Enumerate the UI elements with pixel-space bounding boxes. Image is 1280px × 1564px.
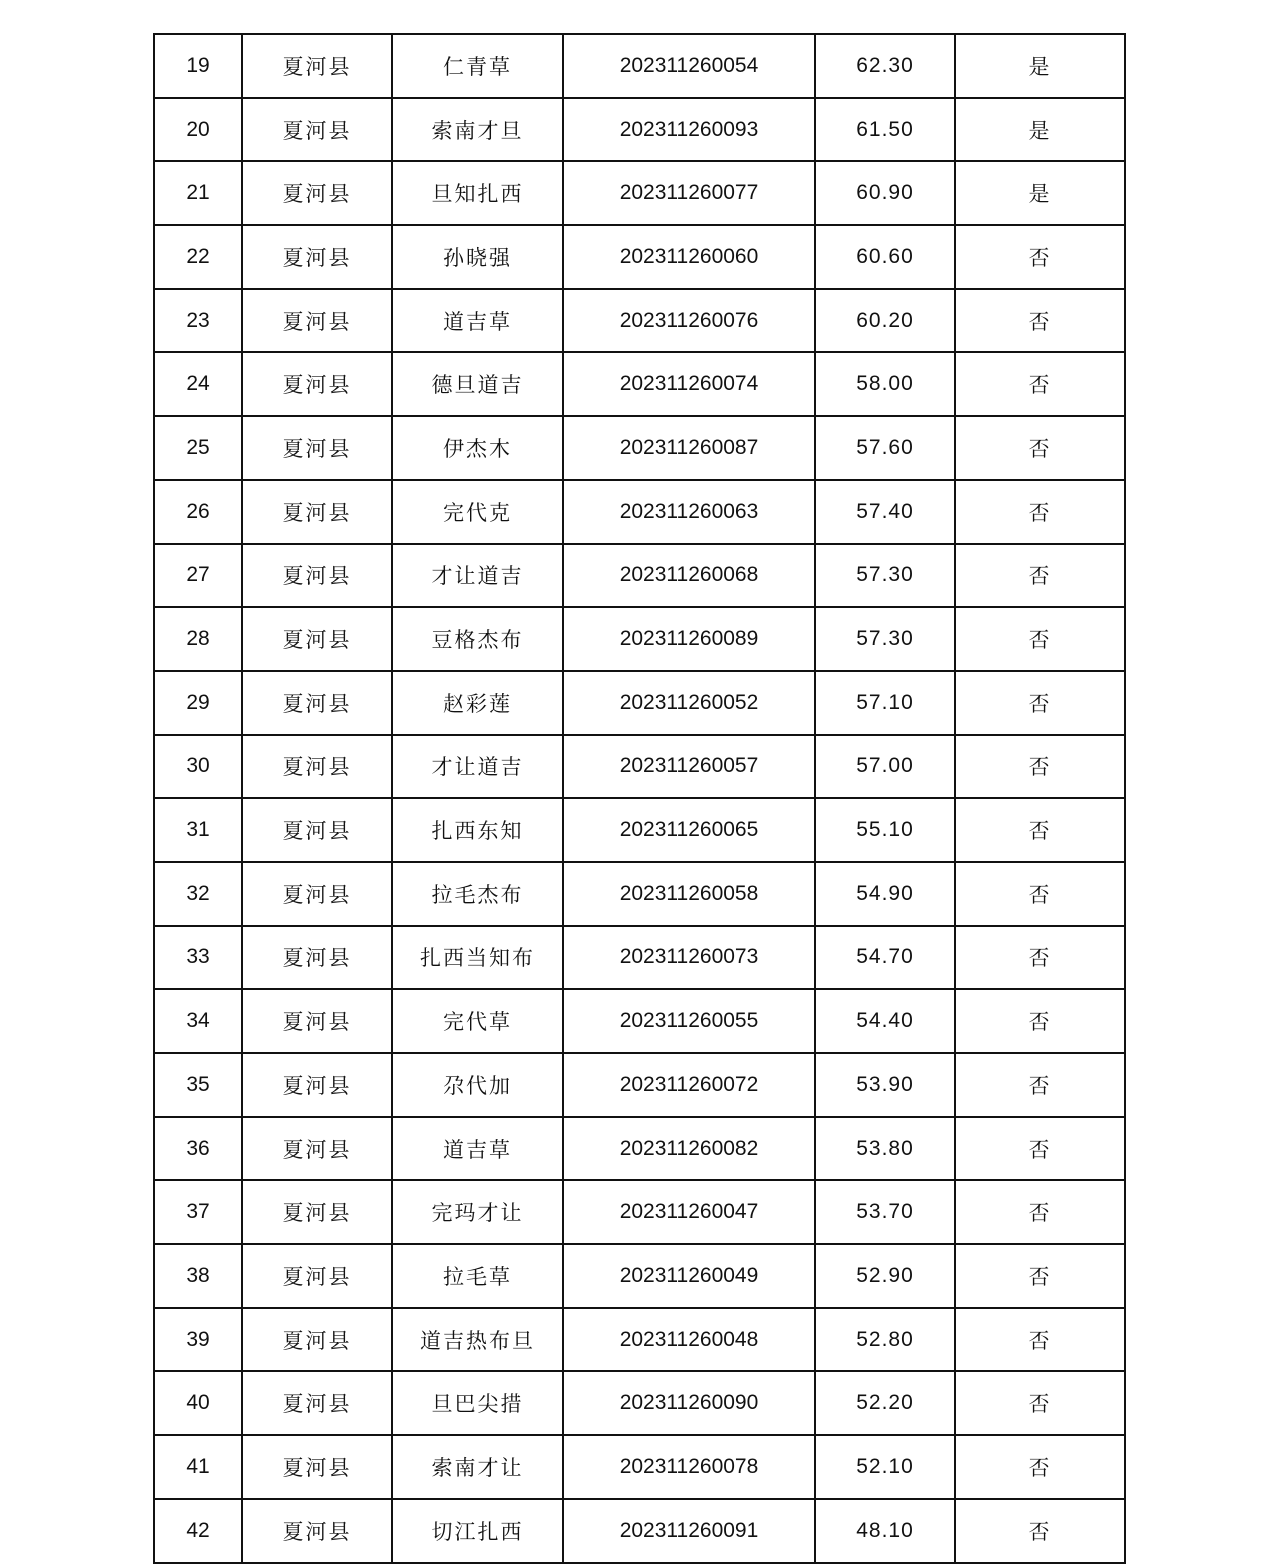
qualified-cell: 否: [955, 416, 1125, 480]
county-cell: 夏河县: [242, 862, 392, 926]
candidate-name-cell: 赵彩莲: [392, 671, 563, 735]
score-cell: 53.70: [815, 1180, 955, 1244]
candidate-name-cell: 完玛才让: [392, 1180, 563, 1244]
county-cell: 夏河县: [242, 671, 392, 735]
qualified-cell: 否: [955, 480, 1125, 544]
candidate-name-cell: 扎西东知: [392, 798, 563, 862]
table-row: [154, 289, 1125, 353]
score-cell: 61.50: [815, 98, 955, 162]
exam-number-cell: 202311260068: [563, 544, 815, 608]
exam-number-cell: 202311260049: [563, 1244, 815, 1308]
candidate-name-cell: 完代草: [392, 989, 563, 1053]
county-cell: 夏河县: [242, 989, 392, 1053]
county-cell: 夏河县: [242, 1053, 392, 1117]
county-cell: 夏河县: [242, 1371, 392, 1435]
candidate-name-cell: 德旦道吉: [392, 352, 563, 416]
qualified-cell: 是: [955, 98, 1125, 162]
table-row: [154, 1499, 1125, 1563]
exam-number-cell: 202311260065: [563, 798, 815, 862]
row-index-cell: 24: [154, 352, 242, 416]
exam-number-cell: 202311260063: [563, 480, 815, 544]
row-index-cell: 41: [154, 1435, 242, 1499]
score-cell: 57.60: [815, 416, 955, 480]
row-index-cell: 33: [154, 926, 242, 990]
qualified-cell: 否: [955, 1499, 1125, 1563]
score-cell: 52.10: [815, 1435, 955, 1499]
table-row: [154, 416, 1125, 480]
exam-number-cell: 202311260048: [563, 1308, 815, 1372]
table-row: [154, 352, 1125, 416]
qualified-cell: 否: [955, 225, 1125, 289]
qualified-cell: 否: [955, 1117, 1125, 1181]
table-row: [154, 544, 1125, 608]
county-cell: 夏河县: [242, 798, 392, 862]
candidate-name-cell: 索南才让: [392, 1435, 563, 1499]
county-cell: 夏河县: [242, 735, 392, 799]
county-cell: 夏河县: [242, 161, 392, 225]
score-cell: 48.10: [815, 1499, 955, 1563]
county-cell: 夏河县: [242, 926, 392, 990]
table-row: [154, 798, 1125, 862]
county-cell: 夏河县: [242, 352, 392, 416]
qualified-cell: 否: [955, 735, 1125, 799]
results-sheet: [153, 33, 1124, 1544]
table-row: [154, 926, 1125, 990]
row-index-cell: 27: [154, 544, 242, 608]
exam-number-cell: 202311260058: [563, 862, 815, 926]
county-cell: 夏河县: [242, 289, 392, 353]
county-cell: 夏河县: [242, 1117, 392, 1181]
table-row: [154, 225, 1125, 289]
qualified-cell: 否: [955, 289, 1125, 353]
row-index-cell: 26: [154, 480, 242, 544]
exam-number-cell: 202311260072: [563, 1053, 815, 1117]
candidate-name-cell: 索南才旦: [392, 98, 563, 162]
row-index-cell: 29: [154, 671, 242, 735]
row-index-cell: 22: [154, 225, 242, 289]
county-cell: 夏河县: [242, 1435, 392, 1499]
score-cell: 52.20: [815, 1371, 955, 1435]
score-cell: 52.80: [815, 1308, 955, 1372]
table-row: [154, 989, 1125, 1053]
exam-number-cell: 202311260076: [563, 289, 815, 353]
qualified-cell: 是: [955, 34, 1125, 98]
candidate-name-cell: 孙晓强: [392, 225, 563, 289]
qualified-cell: 否: [955, 1053, 1125, 1117]
qualified-cell: 否: [955, 926, 1125, 990]
score-cell: 53.80: [815, 1117, 955, 1181]
table-row: [154, 1180, 1125, 1244]
score-cell: 52.90: [815, 1244, 955, 1308]
score-cell: 57.30: [815, 607, 955, 671]
row-index-cell: 28: [154, 607, 242, 671]
county-cell: 夏河县: [242, 1308, 392, 1372]
qualified-cell: 否: [955, 671, 1125, 735]
score-cell: 53.90: [815, 1053, 955, 1117]
exam-number-cell: 202311260052: [563, 671, 815, 735]
candidate-name-cell: 完代克: [392, 480, 563, 544]
exam-number-cell: 202311260074: [563, 352, 815, 416]
results-table: [153, 33, 1126, 1564]
candidate-name-cell: 伊杰木: [392, 416, 563, 480]
candidate-name-cell: 道吉草: [392, 1117, 563, 1181]
county-cell: 夏河县: [242, 416, 392, 480]
candidate-name-cell: 切江扎西: [392, 1499, 563, 1563]
table-row: [154, 98, 1125, 162]
score-cell: 54.40: [815, 989, 955, 1053]
score-cell: 60.90: [815, 161, 955, 225]
exam-number-cell: 202311260055: [563, 989, 815, 1053]
qualified-cell: 否: [955, 607, 1125, 671]
exam-number-cell: 202311260077: [563, 161, 815, 225]
qualified-cell: 否: [955, 1244, 1125, 1308]
county-cell: 夏河县: [242, 544, 392, 608]
qualified-cell: 否: [955, 1435, 1125, 1499]
county-cell: 夏河县: [242, 34, 392, 98]
table-row: [154, 1308, 1125, 1372]
score-cell: 62.30: [815, 34, 955, 98]
candidate-name-cell: 拉毛杰布: [392, 862, 563, 926]
table-row: [154, 607, 1125, 671]
row-index-cell: 19: [154, 34, 242, 98]
county-cell: 夏河县: [242, 607, 392, 671]
score-cell: 57.00: [815, 735, 955, 799]
candidate-name-cell: 尕代加: [392, 1053, 563, 1117]
row-index-cell: 21: [154, 161, 242, 225]
candidate-name-cell: 豆格杰布: [392, 607, 563, 671]
county-cell: 夏河县: [242, 98, 392, 162]
qualified-cell: 否: [955, 544, 1125, 608]
score-cell: 57.40: [815, 480, 955, 544]
county-cell: 夏河县: [242, 225, 392, 289]
exam-number-cell: 202311260078: [563, 1435, 815, 1499]
exam-number-cell: 202311260060: [563, 225, 815, 289]
table-row: [154, 862, 1125, 926]
table-row: [154, 1117, 1125, 1181]
score-cell: 60.60: [815, 225, 955, 289]
row-index-cell: 39: [154, 1308, 242, 1372]
exam-number-cell: 202311260089: [563, 607, 815, 671]
row-index-cell: 31: [154, 798, 242, 862]
candidate-name-cell: 道吉草: [392, 289, 563, 353]
exam-number-cell: 202311260090: [563, 1371, 815, 1435]
score-cell: 55.10: [815, 798, 955, 862]
table-row: [154, 1435, 1125, 1499]
row-index-cell: 32: [154, 862, 242, 926]
candidate-name-cell: 拉毛草: [392, 1244, 563, 1308]
county-cell: 夏河县: [242, 1499, 392, 1563]
table-row: [154, 1053, 1125, 1117]
county-cell: 夏河县: [242, 1180, 392, 1244]
row-index-cell: 37: [154, 1180, 242, 1244]
exam-number-cell: 202311260073: [563, 926, 815, 990]
qualified-cell: 否: [955, 1371, 1125, 1435]
candidate-name-cell: 扎西当知布: [392, 926, 563, 990]
row-index-cell: 42: [154, 1499, 242, 1563]
row-index-cell: 35: [154, 1053, 242, 1117]
table-row: [154, 480, 1125, 544]
candidate-name-cell: 才让道吉: [392, 544, 563, 608]
candidate-name-cell: 道吉热布旦: [392, 1308, 563, 1372]
candidate-name-cell: 仁青草: [392, 34, 563, 98]
qualified-cell: 是: [955, 161, 1125, 225]
candidate-name-cell: 旦知扎西: [392, 161, 563, 225]
qualified-cell: 否: [955, 798, 1125, 862]
exam-number-cell: 202311260047: [563, 1180, 815, 1244]
table-row: [154, 671, 1125, 735]
table-row: [154, 161, 1125, 225]
candidate-name-cell: 才让道吉: [392, 735, 563, 799]
qualified-cell: 否: [955, 1180, 1125, 1244]
row-index-cell: 36: [154, 1117, 242, 1181]
row-index-cell: 25: [154, 416, 242, 480]
score-cell: 57.10: [815, 671, 955, 735]
qualified-cell: 否: [955, 862, 1125, 926]
exam-number-cell: 202311260093: [563, 98, 815, 162]
table-row: [154, 1244, 1125, 1308]
row-index-cell: 23: [154, 289, 242, 353]
score-cell: 54.90: [815, 862, 955, 926]
qualified-cell: 否: [955, 989, 1125, 1053]
exam-number-cell: 202311260087: [563, 416, 815, 480]
row-index-cell: 40: [154, 1371, 242, 1435]
exam-number-cell: 202311260091: [563, 1499, 815, 1563]
county-cell: 夏河县: [242, 1244, 392, 1308]
exam-number-cell: 202311260057: [563, 735, 815, 799]
qualified-cell: 否: [955, 1308, 1125, 1372]
score-cell: 57.30: [815, 544, 955, 608]
table-row: [154, 34, 1125, 98]
qualified-cell: 否: [955, 352, 1125, 416]
row-index-cell: 38: [154, 1244, 242, 1308]
row-index-cell: 30: [154, 735, 242, 799]
score-cell: 58.00: [815, 352, 955, 416]
county-cell: 夏河县: [242, 480, 392, 544]
candidate-name-cell: 旦巴尖措: [392, 1371, 563, 1435]
row-index-cell: 34: [154, 989, 242, 1053]
exam-number-cell: 202311260082: [563, 1117, 815, 1181]
exam-number-cell: 202311260054: [563, 34, 815, 98]
row-index-cell: 20: [154, 98, 242, 162]
score-cell: 60.20: [815, 289, 955, 353]
table-row: [154, 735, 1125, 799]
table-row: [154, 1371, 1125, 1435]
score-cell: 54.70: [815, 926, 955, 990]
results-table-body: [154, 34, 1125, 1563]
